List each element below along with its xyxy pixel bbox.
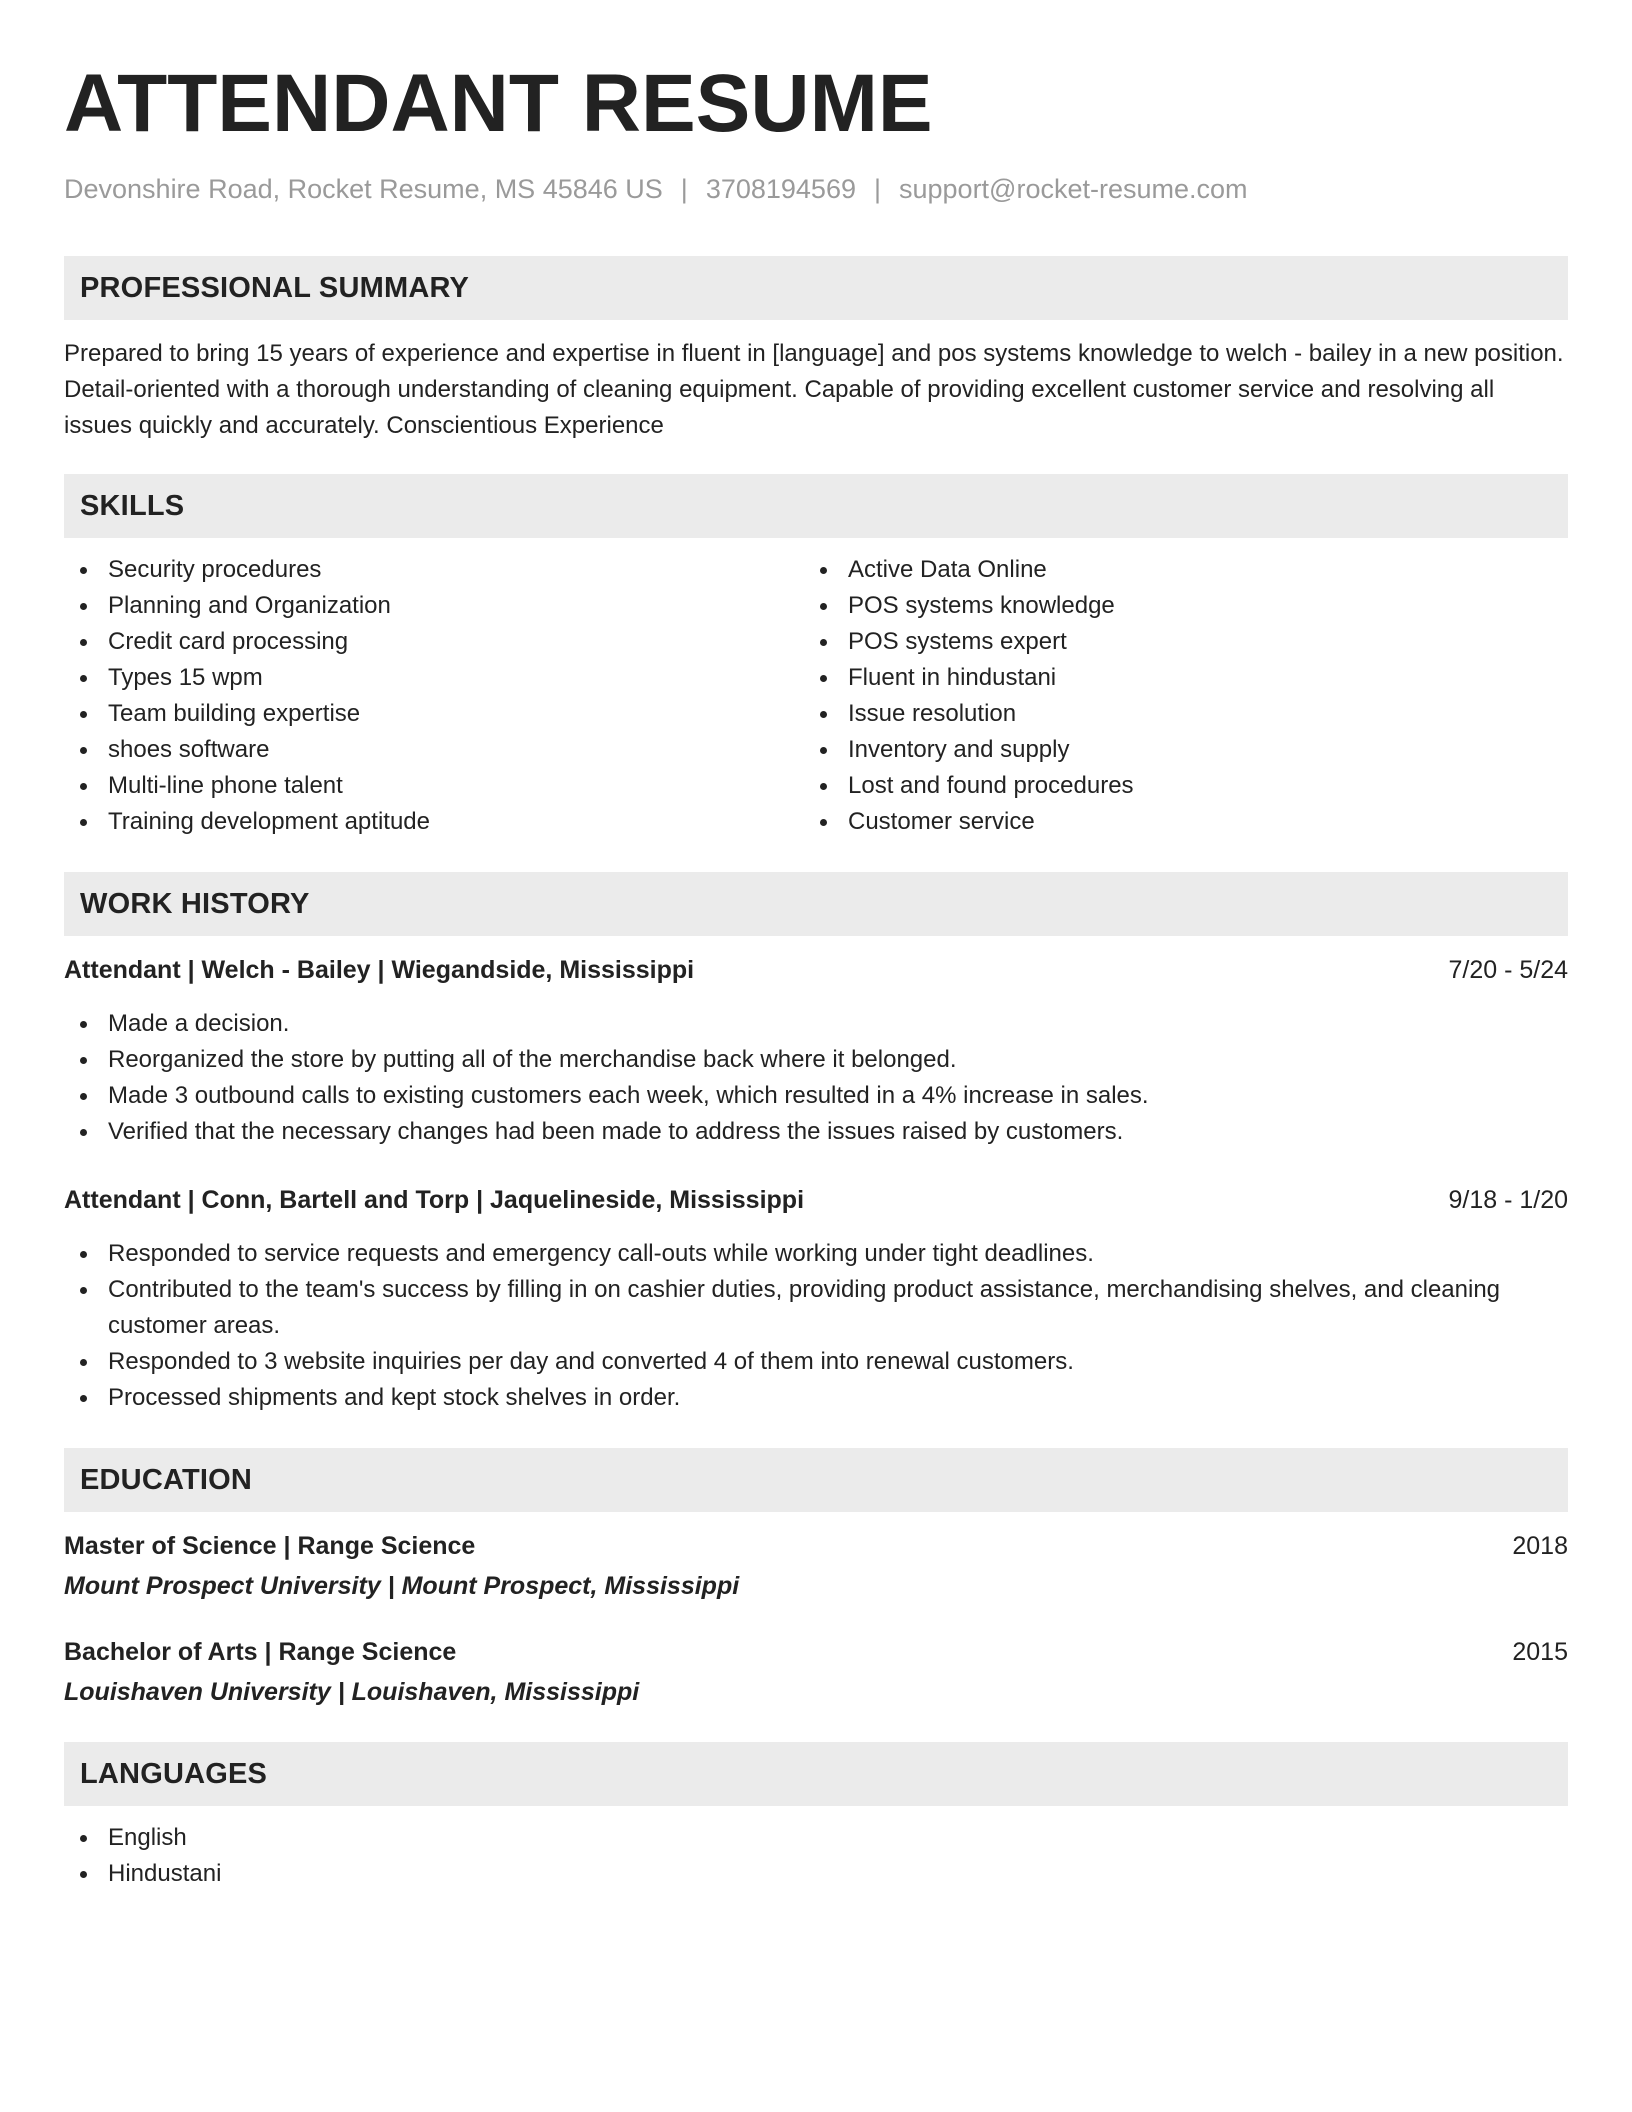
contact-phone: 3708194569 xyxy=(705,174,856,204)
skill-item: Types 15 wpm xyxy=(64,660,804,696)
education-entry xyxy=(64,1634,1568,1710)
education-year: 2018 xyxy=(1512,1532,1568,1560)
job-dates: 7/20 - 5/24 xyxy=(1448,956,1568,984)
skill-item: Active Data Online xyxy=(804,552,1544,588)
job-entry xyxy=(64,1182,1568,1416)
skill-item: Lost and found procedures xyxy=(804,768,1544,804)
languages-section xyxy=(64,1742,1568,1892)
job-bullets xyxy=(64,1006,1568,1150)
education-school: Mount Prospect University | Mount Prospect, Mississippi xyxy=(64,1572,740,1600)
education-school: Louishaven University | Louishaven, Mississippi xyxy=(64,1678,640,1706)
skill-item: Customer service xyxy=(804,804,1544,840)
skills-left-list xyxy=(64,552,804,840)
job-bullet: Made 3 outbound calls to existing customers each week, which resulted in a 4% increase in sales. xyxy=(64,1078,1568,1114)
job-entry xyxy=(64,952,1568,1150)
education-heading: EDUCATION xyxy=(64,1448,1568,1512)
job-bullet: Responded to service requests and emergency call-outs while working under tight deadlines. xyxy=(64,1236,1568,1272)
contact-separator: | xyxy=(680,174,688,204)
skill-item: shoes software xyxy=(64,732,804,768)
languages-list xyxy=(64,1820,1568,1892)
skill-item: Security procedures xyxy=(64,552,804,588)
job-bullet: Verified that the necessary changes had been made to address the issues raised by customers. xyxy=(64,1114,1568,1150)
education-year: 2015 xyxy=(1512,1638,1568,1666)
job-header xyxy=(64,1182,1568,1218)
skill-item: POS systems expert xyxy=(804,624,1544,660)
skill-item: Training development aptitude xyxy=(64,804,804,840)
skill-item: Fluent in hindustani xyxy=(804,660,1544,696)
job-title: Attendant | Conn, Bartell and Torp | Jaquelineside, Mississippi xyxy=(64,1186,805,1214)
language-item: Hindustani xyxy=(64,1856,1568,1892)
summary-section xyxy=(64,256,1568,444)
skill-item: POS systems knowledge xyxy=(804,588,1544,624)
skill-item: Team building expertise xyxy=(64,696,804,732)
job-bullet: Responded to 3 website inquiries per day and converted 4 of them into renewal customers. xyxy=(64,1344,1568,1380)
job-bullet: Made a decision. xyxy=(64,1006,1568,1042)
skills-grid xyxy=(64,552,1568,840)
job-bullets xyxy=(64,1236,1568,1416)
skill-item: Planning and Organization xyxy=(64,588,804,624)
skill-item: Inventory and supply xyxy=(804,732,1544,768)
job-bullet: Contributed to the team's success by filling in on cashier duties, providing product assistance, merchandising shelves, and cleaning customer areas. xyxy=(64,1272,1568,1344)
education-section xyxy=(64,1448,1568,1710)
skills-section xyxy=(64,474,1568,840)
summary-text: Prepared to bring 15 years of experience and expertise in fluent in [language] and pos systems knowledge to welch - bailey in a new position. Detail-oriented with a thorough understanding of cleaning equipment. Capable of providing excellent customer service and resolving all issues quickly and accurately. Conscientious Experience xyxy=(64,340,1564,439)
contact-separator: | xyxy=(873,174,881,204)
summary-heading: PROFESSIONAL SUMMARY xyxy=(64,256,1568,320)
contact-address: Devonshire Road, Rocket Resume, MS 45846 US xyxy=(64,174,663,204)
contact-email: support@rocket-resume.com xyxy=(899,174,1248,204)
job-bullet: Reorganized the store by putting all of the merchandise back where it belonged. xyxy=(64,1042,1568,1078)
job-header xyxy=(64,952,1568,988)
skill-item: Issue resolution xyxy=(804,696,1544,732)
education-degree: Master of Science | Range Science xyxy=(64,1532,476,1560)
contact-line xyxy=(64,172,1568,206)
education-entry xyxy=(64,1528,1568,1604)
job-bullet: Processed shipments and kept stock shelves in order. xyxy=(64,1380,1568,1416)
skill-item: Multi-line phone talent xyxy=(64,768,804,804)
language-item: English xyxy=(64,1820,1568,1856)
languages-heading: LANGUAGES xyxy=(64,1742,1568,1806)
job-dates: 9/18 - 1/20 xyxy=(1448,1186,1568,1214)
education-degree: Bachelor of Arts | Range Science xyxy=(64,1638,457,1666)
work-heading: WORK HISTORY xyxy=(64,872,1568,936)
work-section xyxy=(64,872,1568,1416)
resume-title: ATTENDANT RESUME xyxy=(64,58,933,149)
education-header xyxy=(64,1634,1568,1670)
education-header xyxy=(64,1528,1568,1564)
skills-heading: SKILLS xyxy=(64,474,1568,538)
job-title: Attendant | Welch - Bailey | Wiegandside, Mississippi xyxy=(64,956,695,984)
skill-item: Credit card processing xyxy=(64,624,804,660)
skills-right-list xyxy=(804,552,1544,840)
